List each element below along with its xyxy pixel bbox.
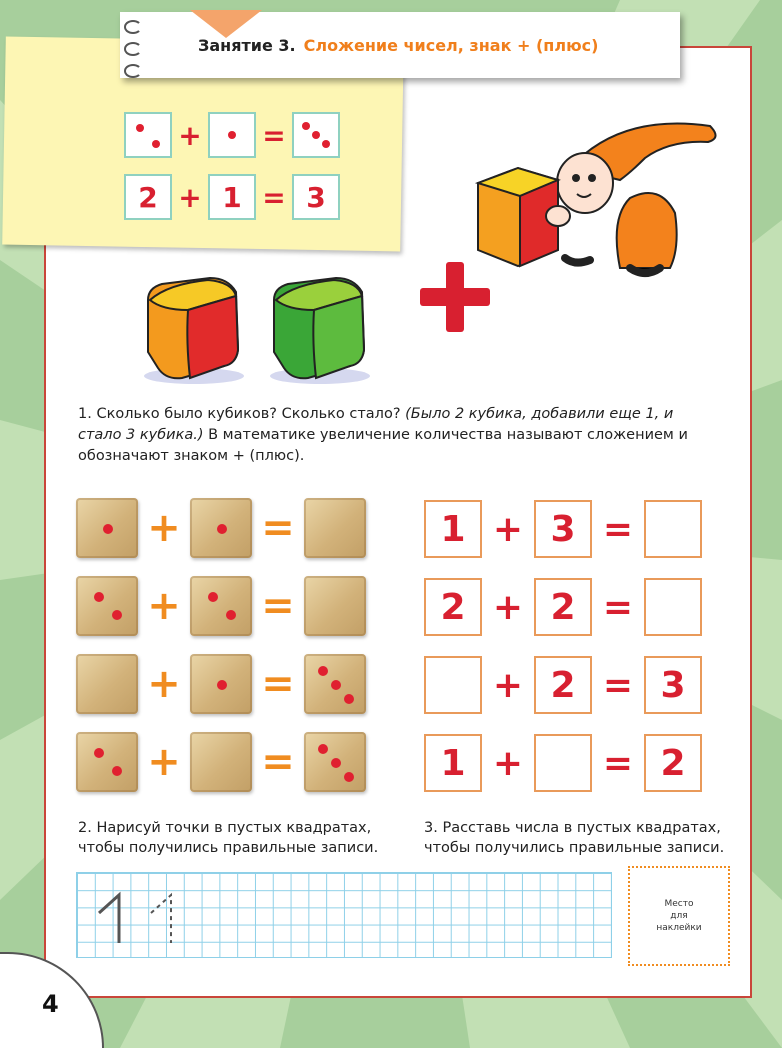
sticker-line3: наклейки <box>656 923 702 933</box>
dice-box <box>190 498 252 558</box>
equals-sign: = <box>261 505 295 551</box>
dice-box <box>304 654 366 714</box>
lesson-topic: Сложение чисел, знак + (плюс) <box>303 35 599 55</box>
empty-number-box[interactable] <box>534 734 592 792</box>
empty-dice-box[interactable] <box>304 498 366 558</box>
number-box: 1 <box>208 174 256 220</box>
dice-dot <box>318 666 328 676</box>
green-cube-illustration <box>264 270 376 386</box>
dice-box <box>76 498 138 558</box>
number-box: 1 <box>424 500 482 558</box>
dice-dot <box>94 748 104 758</box>
corner-ribbon <box>190 10 262 38</box>
empty-dice-box[interactable] <box>190 732 252 792</box>
number-equation-row <box>424 656 702 714</box>
equals-sign: = <box>261 661 295 707</box>
plus-sign: + <box>178 180 202 214</box>
dice-equation-row <box>76 654 366 714</box>
dice-dot <box>103 524 113 534</box>
plus-sign: + <box>492 508 524 550</box>
dots-box-one <box>208 112 256 158</box>
plus-sign: + <box>147 505 181 551</box>
number-equation-row <box>424 578 702 636</box>
plus-sign: + <box>178 118 202 152</box>
sticker-place <box>628 866 730 966</box>
dice-box <box>76 732 138 792</box>
number-box: 2 <box>124 174 172 220</box>
number-box: 3 <box>644 656 702 714</box>
dice-box <box>304 732 366 792</box>
empty-dice-box[interactable] <box>76 654 138 714</box>
empty-number-box[interactable] <box>644 500 702 558</box>
binder-ring-icon <box>124 20 142 34</box>
number-equation-row <box>424 734 702 792</box>
plus-sign: + <box>492 742 524 784</box>
dice-dot <box>94 592 104 602</box>
dice-dot <box>112 610 122 620</box>
dice-dot <box>217 524 227 534</box>
task-3-text <box>424 818 724 858</box>
task-2-text <box>78 818 378 858</box>
dice-dot <box>208 592 218 602</box>
equals-sign: = <box>261 583 295 629</box>
plus-sign: + <box>147 583 181 629</box>
sticker-line2: для <box>670 911 688 921</box>
plus-sign: + <box>147 661 181 707</box>
dice-box <box>76 576 138 636</box>
task-1-italic: (Было 2 кубика, добавили еще 1, и стало 3 кубика.) <box>78 406 674 443</box>
binder-ring-icon <box>124 64 142 78</box>
dice-dot <box>331 680 341 690</box>
equals-sign: = <box>602 586 634 628</box>
number-equation-row <box>424 500 702 558</box>
dice-dot <box>318 744 328 754</box>
number-box: 2 <box>424 578 482 636</box>
dice-equation-row <box>76 732 366 792</box>
equals-sign: = <box>261 739 295 785</box>
orange-cube-illustration <box>138 270 250 386</box>
empty-number-box[interactable] <box>644 578 702 636</box>
equals-sign: = <box>262 118 286 152</box>
dice-box <box>190 576 252 636</box>
equals-sign: = <box>602 664 634 706</box>
dice-box <box>190 654 252 714</box>
dice-dot <box>331 758 341 768</box>
plus-sign: + <box>492 664 524 706</box>
task-1-question: 1. Сколько было кубиков? Сколько стало? <box>78 406 401 422</box>
equals-sign: = <box>262 180 286 214</box>
writing-grid[interactable] <box>76 872 612 958</box>
plus-sign: + <box>492 586 524 628</box>
dice-dot <box>344 772 354 782</box>
equals-sign: = <box>602 508 634 550</box>
gnome-with-cube-illustration <box>470 118 730 288</box>
task-2-line2: чтобы получились правильные записи. <box>78 840 379 856</box>
lesson-number: Занятие 3. <box>198 35 296 55</box>
number-box: 1 <box>424 734 482 792</box>
dice-dot <box>112 766 122 776</box>
number-box: 2 <box>534 578 592 636</box>
number-box: 2 <box>534 656 592 714</box>
dice-dot <box>217 680 227 690</box>
dots-box-three <box>292 112 340 158</box>
example-dots-row <box>124 112 340 158</box>
sticker-line1: Место <box>664 899 694 909</box>
digit-one-tracing-icon <box>91 891 191 951</box>
number-box: 2 <box>644 734 702 792</box>
empty-dice-box[interactable] <box>304 576 366 636</box>
number-box: 3 <box>292 174 340 220</box>
dice-equation-row <box>76 498 366 558</box>
example-numbers-row <box>124 174 340 220</box>
binder-ring-icon <box>124 42 142 56</box>
dice-dot <box>344 694 354 704</box>
task-1-explanation: В математике увеличение количества называют сложением и обозначают знаком + (плюс). <box>78 427 688 464</box>
number-box: 3 <box>534 500 592 558</box>
task-2-line1: 2. Нарисуй точки в пустых квадратах, <box>78 820 372 836</box>
page-number: 4 <box>42 990 59 1018</box>
task-3-line2: чтобы получились правильные записи. <box>424 840 725 856</box>
dots-box-two <box>124 112 172 158</box>
task-1-text <box>78 404 718 467</box>
dice-equation-row <box>76 576 366 636</box>
big-plus-icon <box>420 262 490 332</box>
equals-sign: = <box>602 742 634 784</box>
empty-number-box[interactable] <box>424 656 482 714</box>
task-3-line1: 3. Расставь числа в пустых квадратах, <box>424 820 721 836</box>
plus-sign: + <box>147 739 181 785</box>
dice-dot <box>226 610 236 620</box>
